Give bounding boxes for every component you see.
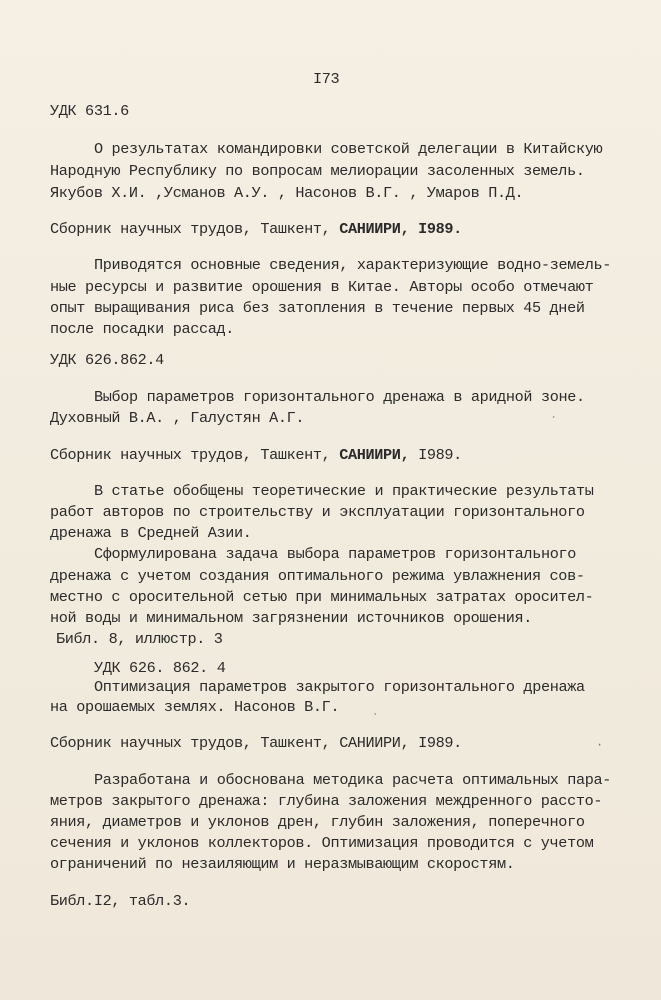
source-publisher: САНИИРИ, [339, 446, 410, 464]
abstract-line: яния, диаметров и уклонов дрен, глубин заложения, поперечного [50, 813, 585, 831]
entry-title-line: О результатах командировки советской делегации в Китайскую [94, 140, 603, 158]
entry-authors: на орошаемых землях. Насонов В.Г. [50, 698, 340, 716]
udk-code: УДК 626.862.4 [50, 351, 164, 369]
source-text: Сборник научных трудов, Ташкент, [50, 220, 331, 238]
abstract-line: ной воды и минимальном загрязнении источников орошения. [50, 609, 533, 627]
entry-source [50, 446, 462, 464]
abstract-line: ограничений по незаиляющим и неразмывающим скоростям. [50, 855, 515, 873]
abstract-line: метров закрытого дренажа: глубина заложения междренного рассто- [50, 792, 603, 810]
source-publisher: САНИИРИ, [339, 734, 410, 752]
abstract-line: местно с оросительной сетью при минимальных затратах оросител- [50, 588, 594, 606]
abstract-line: дренажа с учетом создания оптимального режима увлажнения сов- [50, 567, 585, 585]
source-text: Сборник научных трудов, Ташкент, [50, 446, 331, 464]
paper-mark: ˊ [550, 415, 558, 429]
abstract-line: работ авторов по строительству и эксплуатации горизонтального [50, 503, 585, 521]
abstract-line: Приводятся основные сведения, характеризующие водно-земель- [94, 256, 612, 274]
page-number: I73 [313, 70, 340, 88]
entry-source [50, 220, 462, 238]
entry-title-line: Народную Республику по вопросам мелиорации засоленных земель. [50, 162, 585, 180]
entry-authors: Духовный В.А. , Галустян А.Г. [50, 409, 305, 427]
source-text: Сборник научных трудов, Ташкент, [50, 734, 331, 752]
paper-mark: ˋ [372, 712, 380, 726]
entry-title-line: Выбор параметров горизонтального дренажа в аридной зоне. [94, 388, 585, 406]
udk-code: УДК 626. 862. 4 [94, 659, 226, 677]
paper-mark: · [596, 738, 604, 752]
source-publisher: САНИИРИ, I989. [339, 220, 462, 238]
udk-code: УДК 631.6 [50, 102, 129, 120]
bibliography: Библ.I2, табл.3. [50, 892, 191, 910]
bibliography: Библ. 8, иллюстр. 3 [56, 630, 223, 648]
entry-authors: Якубов Х.И. ,Усманов А.У. , Насонов В.Г. , Умаров П.Д. [50, 184, 524, 202]
abstract-line: Разработана и обоснована методика расчета оптимальных пара- [94, 771, 612, 789]
source-year: I989. [418, 446, 462, 464]
abstract-line: опыт выращивания риса без затопления в течение первых 45 дней [50, 299, 585, 317]
abstract-line: ные ресурсы и развитие орошения в Китае. Авторы особо отмечают [50, 278, 594, 296]
abstract-line: дренажа в Средней Азии. [50, 524, 252, 542]
entry-title-line: Оптимизация параметров закрытого горизонтального дренажа [94, 678, 585, 696]
abstract-line: Сформулирована задача выбора параметров горизонтального [94, 545, 577, 563]
abstract-line: после посадки рассад. [50, 320, 235, 338]
entry-source [50, 734, 462, 752]
abstract-line: В статье обобщены теоретические и практические результаты [94, 482, 594, 500]
abstract-line: сечения и уклонов коллекторов. Оптимизация проводится с учетом [50, 834, 594, 852]
source-year: I989. [418, 734, 462, 752]
